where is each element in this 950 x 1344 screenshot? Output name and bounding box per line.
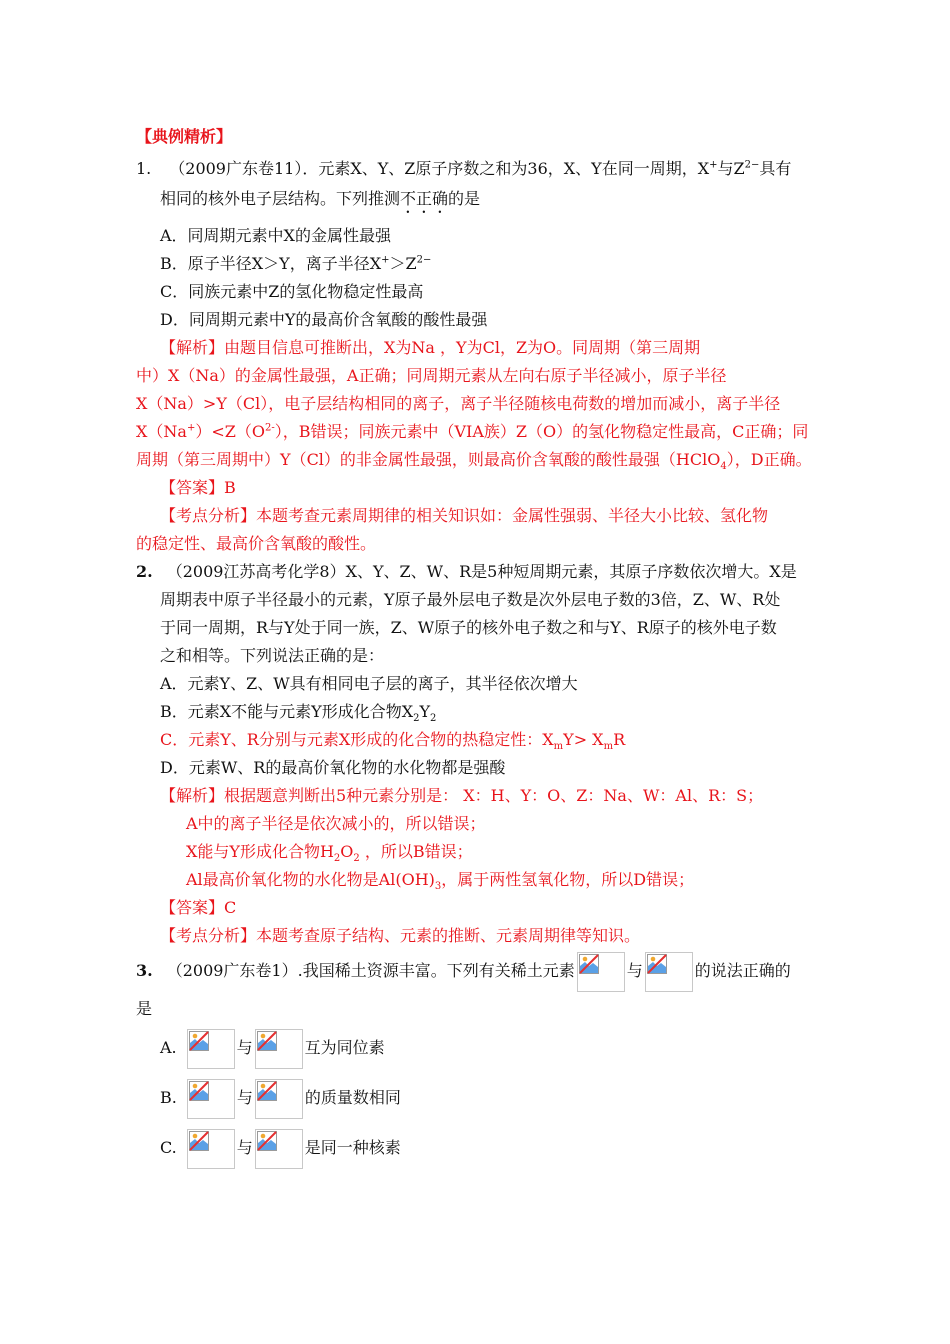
q2-option-b: B．元素X不能与元素Y形成化合物$X_2Y_2$ (160, 702, 437, 725)
section-title: 【典例精析】 (136, 127, 233, 146)
q2-analysis-line-2: A中的离子半径是依次减小的，所以错误； (186, 814, 486, 833)
q2-keypoint: 【考点分析】本题考查原子结构、元素的推断、元素周期律等知识。 (160, 926, 641, 945)
q2-line-3: 于同一周期，R与Y处于同一族，Z、W原子的核外电子数之和与Y、R原子的核外电子数 (160, 618, 777, 637)
q2-line-4: 之和相等。下列说法正确的是： (160, 646, 385, 665)
q2-line-1: 2. （2009江苏高考化学8）X、Y、Z、W、R是5种短周期元素，其原子序数依次增大。X是 (136, 562, 797, 581)
broken-image-icon (255, 1079, 303, 1119)
q2-option-a: A．元素Y、Z、W具有相同电子层的离子，其半径依次增大 (160, 674, 578, 693)
q1-number: 1. (136, 159, 152, 178)
broken-image-icon (187, 1029, 235, 1069)
q1-keypoint-line-1: 【考点分析】本题考查元素周期律的相关知识如：金属性强弱、半径大小比较、氢化物 (160, 506, 769, 525)
q1-analysis-line-3: X（Na）>Y（Cl），电子层结构相同的离子，离子半径随核电荷数的增加而减小，离子半径 (136, 394, 781, 413)
q3-option-b: B. 与 的质量数相同 (160, 1078, 401, 1119)
broken-image-icon (187, 1079, 235, 1119)
broken-image-icon (577, 952, 625, 992)
q2-analysis-line-4: Al最高价氧化物的水化物是$Al(OH)_3$，属于两性氢氧化物，所以D错误； (186, 870, 695, 893)
q3-option-a: A. 与 互为同位素 (160, 1028, 385, 1069)
q1-option-c: C．同族元素中Z的氢化物稳定性最高 (160, 282, 424, 301)
q1-line-2: 相同的核外电子层结构。下列推测不正确的是 (160, 189, 481, 208)
q1-keypoint-line-2: 的稳定性、最高价含氧酸的酸性。 (136, 534, 377, 553)
broken-image-icon (645, 952, 693, 992)
q1-option-a: A．同周期元素中X的金属性最强 (160, 226, 391, 245)
q1-analysis-line-4: $X(Na^+)<Z(O^{2-})$，B错误；同族元素中（VIA族）Z（O）的氢化物稳定性最高，C正确；同 (136, 422, 809, 441)
q2-line-2: 周期表中原子半径最小的元素，Y原子最外层电子数是次外层电子数的3倍，Z、W、R处 (160, 590, 781, 609)
q1-option-b: B．原子半径X＞Y，离子半径$X^+>Z^{2-}$ (160, 254, 432, 273)
q1-emphasis-text: 不正确 (400, 189, 449, 208)
q3-option-c: C. 与 是同一种核素 (160, 1128, 401, 1169)
q3-number: 3. (136, 961, 153, 980)
q2-analysis-line-1: 【解析】根据题意判断出5种元素分别是： X：H、Y：O、Z：Na、W：Al、R：S； (160, 786, 764, 805)
q2-option-c: C．元素Y、R分别与元素X形成的化合物的热稳定性：$X_mY> X_mR$ (160, 730, 626, 753)
q2-analysis-line-3: X能与Y形成化合物$H_2O_2$ ，所以B错误； (186, 842, 473, 865)
q3-line-1: 3. （2009广东卷1）.我国稀土资源丰富。下列有关稀土元素 与 的说法正确的 (136, 951, 791, 992)
broken-image-icon (187, 1129, 235, 1169)
q1-analysis-line-5: 周期（第三周期中）Y（Cl）的非金属性最强，则最高价含氧酸的酸性最强（HClO$_4$），D正确。 (136, 450, 812, 473)
q1-answer: 【答案】B (160, 478, 236, 497)
q2-number: 2. (136, 562, 153, 581)
q1-analysis-line-1: 【解析】由题目信息可推断出，X为Na ，Y为Cl，Z为O。同周期（第三周期 (160, 338, 701, 357)
q2-answer: 【答案】C (160, 898, 237, 917)
broken-image-icon (255, 1129, 303, 1169)
q1-option-d: D．同周期元素中Y的最高价含氧酸的酸性最强 (160, 310, 488, 329)
q2-option-d: D．元素W、R的最高价氧化物的水化物都是强酸 (160, 758, 506, 777)
q3-line-2: 是 (136, 999, 153, 1018)
q1-line-1: 1. （2009广东卷11）．元素X、Y、Z原子序数之和为36，X、Y在同一周期，X+与$Z^{2-}$具有 (136, 159, 792, 178)
broken-image-icon (255, 1029, 303, 1069)
q1-analysis-line-2: 中）X（Na）的金属性最强，A正确；同周期元素从左向右原子半径减小，原子半径 (136, 366, 727, 385)
